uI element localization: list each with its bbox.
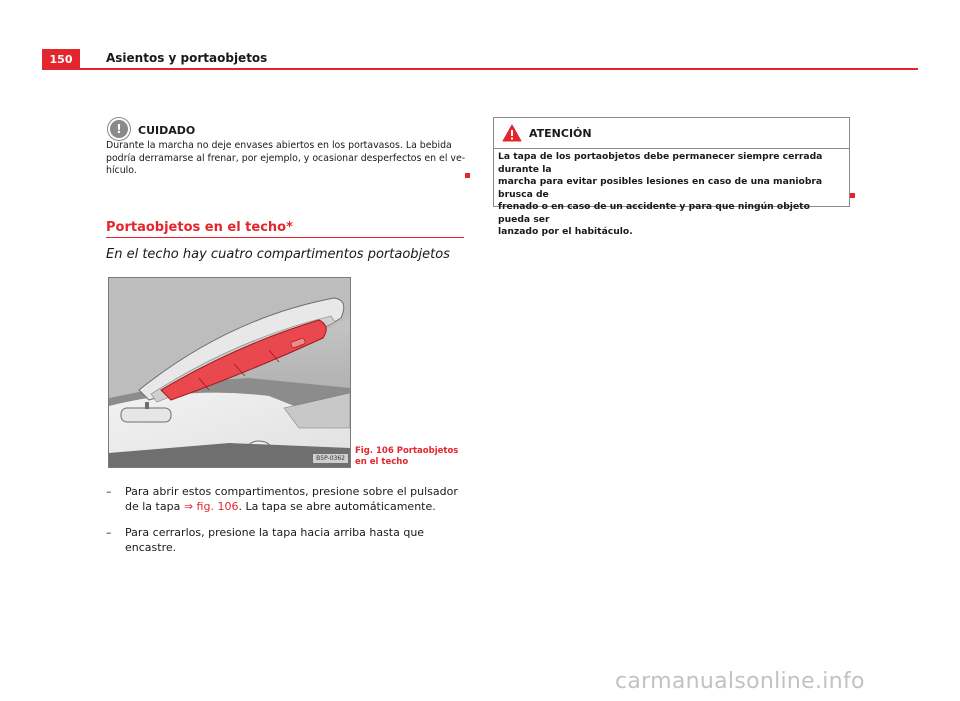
- figure-caption: [355, 446, 470, 467]
- page-number: 150: [42, 49, 80, 69]
- warning-triangle-icon: [502, 124, 522, 142]
- warning-line: marcha para evitar posibles lesiones en caso de una maniobra brusca de: [498, 176, 823, 200]
- figure-caption-text: Portaobjetos en el techo: [355, 446, 459, 467]
- section-end-mark: [850, 193, 855, 198]
- warning-text: [498, 151, 843, 239]
- roof-storage-figure: [108, 277, 351, 468]
- list-item: [106, 525, 471, 555]
- chapter-title: Asientos y portaobjetos: [106, 51, 268, 65]
- step-text: Para cerrarlos, presione la tapa hacia arriba hasta que encastre.: [125, 526, 425, 554]
- instruction-steps: [106, 484, 471, 566]
- header-rule: [42, 68, 918, 70]
- watermark: carmanualsonline.info: [615, 669, 865, 694]
- warning-title: ATENCIÓN: [529, 127, 592, 140]
- warning-header: [494, 118, 849, 149]
- section-title: Portaobjetos en el techo*: [106, 220, 293, 235]
- list-dash: –: [106, 526, 112, 539]
- roof-console-illustration: [109, 278, 350, 467]
- warning-line: lanzado por el habitáculo.: [498, 226, 633, 237]
- section-end-mark: [465, 173, 470, 178]
- step-text: Para abrir estos compartimentos, presione sobre el pulsador de la tapa: [125, 485, 458, 513]
- list-item: [106, 484, 471, 514]
- caution-title: CUIDADO: [138, 124, 196, 137]
- section-rule: [106, 237, 464, 238]
- caution-text: [106, 140, 466, 178]
- caution-line: hículo.: [106, 165, 137, 176]
- list-dash: –: [106, 485, 112, 498]
- figure-reference-link[interactable]: ⇒ fig. 106: [183, 500, 239, 513]
- step-text-after: . La tapa se abre automáticamente.: [238, 500, 436, 513]
- warning-line: La tapa de los portaobjetos debe permanecer siempre cerrada durante la: [498, 151, 823, 175]
- caution-line: podría derramarse al frenar, por ejemplo, y ocasionar desperfectos en el ve-: [106, 152, 466, 164]
- section-lead: En el techo hay cuatro compartimentos portaobjetos: [106, 247, 450, 262]
- figure-caption-label: Fig. 106: [355, 446, 394, 456]
- warning-line: frenado o en caso de un accidente y para que ningún objeto pueda ser: [498, 201, 810, 225]
- exclamation-circle-icon: !: [108, 118, 130, 140]
- figure-code: B5P-0362: [313, 454, 348, 463]
- caution-line: Durante la marcha no deje envases abiertos en los portavasos. La bebida: [106, 140, 452, 151]
- warning-box: [493, 117, 850, 237]
